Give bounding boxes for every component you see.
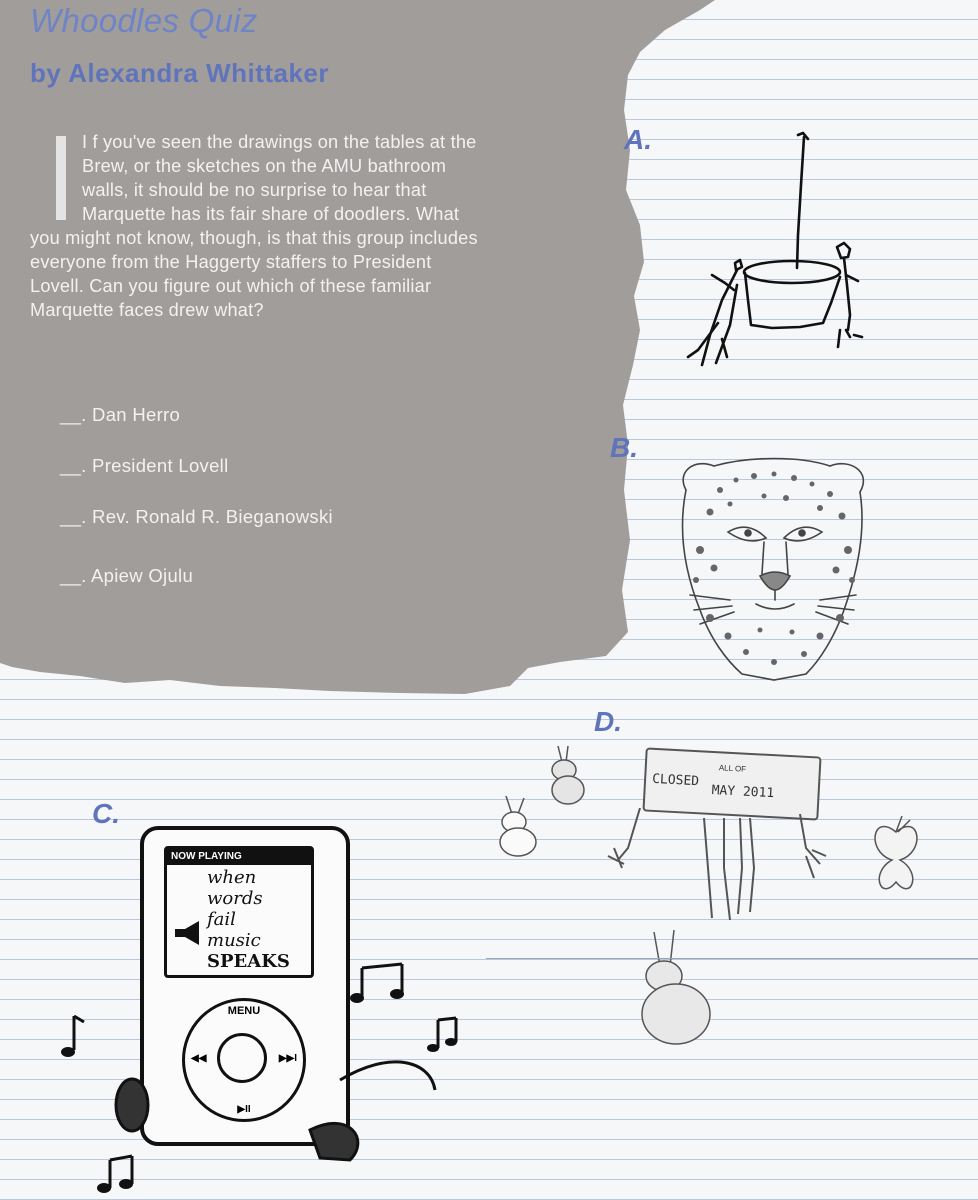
quiz-choice-2[interactable]: __. President Lovell [60, 455, 229, 476]
butterfly-icon [862, 812, 932, 912]
player-screen-text: when words fail music SPEAKS [207, 867, 290, 972]
doodle-a-pot [670, 125, 890, 375]
label-c: C. [92, 798, 120, 829]
play-pause-icon[interactable]: ▶II [237, 1104, 251, 1115]
article-byline: by Alexandra Whittaker [30, 58, 330, 88]
intro-paragraph [30, 130, 480, 322]
quiz-choice-1[interactable]: __. Dan Herro [60, 404, 181, 425]
prev-icon[interactable]: ◀◀ [191, 1053, 207, 1064]
music-note-icon-1 [58, 1012, 88, 1062]
sign-line-1: CLOSED [651, 771, 700, 790]
sign-line-2: MAY 2011 [711, 782, 775, 802]
quiz-choice-4[interactable]: __. Apiew Ojulu [60, 565, 194, 586]
music-note-icon-4 [92, 1150, 140, 1200]
label-d: D. [594, 706, 622, 737]
sign-legs-doodle [600, 808, 840, 928]
intro-text: I f you've seen the drawings on the tables at the Brew, or the sketches on the AMU bathroom walls, it should be no surprise to hear that Marquette has its fair share of doodlers. What you might not know, though, is that this group includes everyone from the Haggerty staffers to President Lovell. Can you figure out which of these familiar Marquette faces drew what? [30, 132, 478, 320]
music-note-icon-2 [348, 958, 412, 1008]
article-title: Whoodles Quiz [30, 2, 258, 39]
headphones-doodle [110, 1050, 450, 1200]
next-icon[interactable]: ▶▶I [278, 1053, 297, 1064]
sign-all-of: ALL OF [718, 763, 747, 774]
player-screen [164, 846, 314, 978]
megaphone-icon [171, 919, 205, 947]
bunny-icon-1 [540, 742, 590, 806]
player-screen-header: NOW PLAYING [167, 849, 311, 865]
paper-sheet-edge [486, 958, 978, 959]
label-b: B. [610, 432, 638, 463]
label-a: A. [624, 124, 652, 155]
doodle-b-leopard [670, 450, 880, 685]
quiz-choice-3[interactable]: __. Rev. Ronald R. Bieganowski [60, 506, 333, 527]
bunny-icon-2 [490, 792, 546, 862]
menu-label[interactable]: MENU [227, 1005, 261, 1017]
music-note-icon-3 [420, 1012, 464, 1060]
bunny-icon-3 [624, 926, 724, 1056]
